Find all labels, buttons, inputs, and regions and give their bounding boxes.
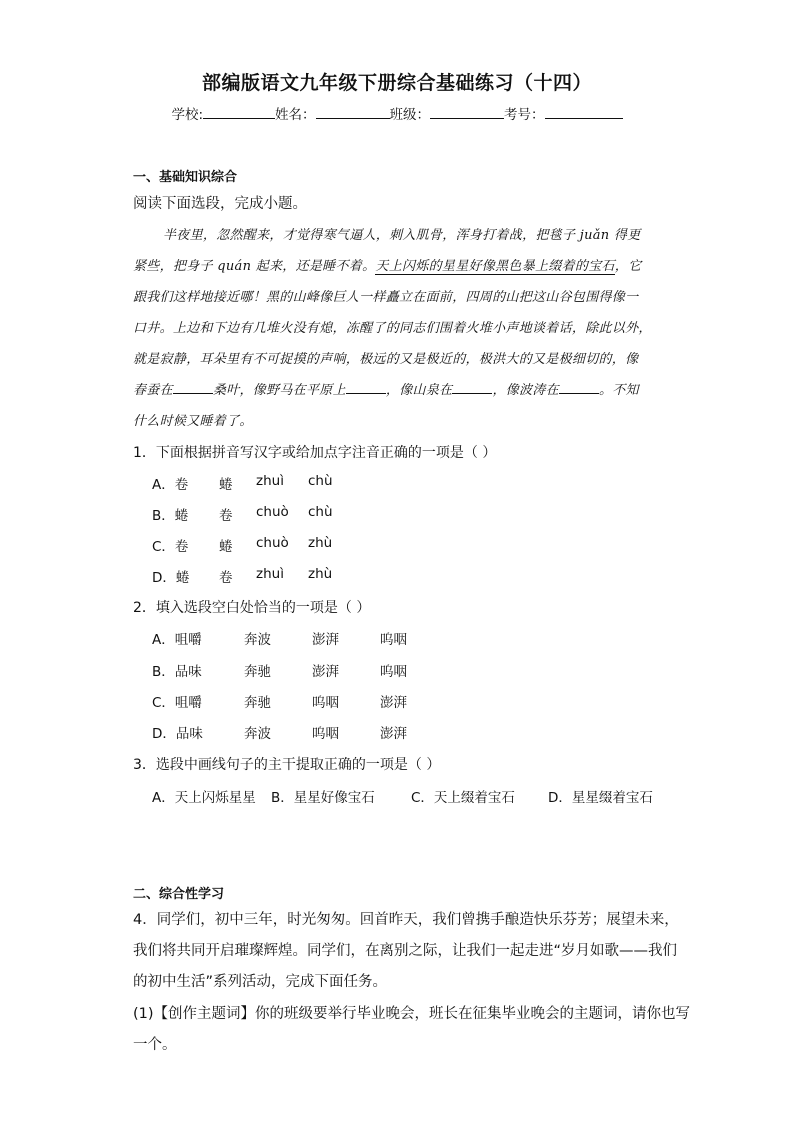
passage-line: 什么时候又睡着了。	[133, 414, 253, 429]
passage-line: 口井。上边和下边有几堆火没有熄，冻醒了的同志们围着火堆小声地谈着话，除此以外，	[133, 321, 652, 336]
option-d[interactable]: D．蜷	[152, 570, 190, 586]
option-cell: 卷	[219, 508, 233, 524]
section1-heading: 一、基础知识综合	[133, 170, 238, 185]
passage-line	[133, 255, 641, 274]
option-cell: 卷	[219, 570, 233, 586]
question-2-stem: 2．填入选段空白处恰当的一项是（ ）	[133, 600, 371, 616]
passage-text: ，像山泉在	[385, 383, 453, 398]
question-4-line: 我们将共同开启璀璨辉煌。同学们，在离别之际，让我们一起走进“岁月如歌——我们	[133, 943, 678, 959]
passage-line: 半夜里，忽然醒来，才觉得寒气逼人，刺入肌骨，浑身打着战，把毯子 juǎn 得更	[163, 228, 641, 243]
student-info-line	[0, 103, 794, 123]
option-cell: zhù	[308, 535, 333, 551]
number-label: 考号：	[504, 107, 545, 123]
option-cell: 奔波	[244, 632, 271, 648]
section2-heading: 二、综合性学习	[133, 887, 225, 902]
option-b[interactable]: B．品味	[152, 664, 202, 680]
passage-text: 春蚕在	[133, 383, 173, 398]
number-blank[interactable]	[545, 106, 623, 119]
name-label: 姓名：	[275, 107, 316, 123]
question-1-stem: 1．下面根据拼音写汉字或给加点字注音正确的一项是（ ）	[133, 445, 497, 461]
option-cell: chù	[308, 473, 333, 489]
passage-line	[133, 379, 639, 398]
page-title: 部编版语文九年级下册综合基础练习（十四）	[201, 72, 592, 94]
fill-blank[interactable]	[173, 382, 213, 394]
option-cell: 奔驰	[244, 695, 271, 711]
option-cell: 呜咽	[312, 726, 339, 742]
option-cell: chuò	[256, 535, 289, 551]
fill-blank[interactable]	[452, 382, 492, 394]
option-c[interactable]: C．卷	[152, 539, 189, 555]
passage-text: 紧些，把身子 quán 起来，还是睡不着。	[133, 259, 376, 274]
passage-line: 就是寂静，耳朵里有不可捉摸的声响，极远的又是极近的，极洪大的又是极细切的，像	[133, 352, 639, 367]
school-blank[interactable]	[203, 106, 275, 119]
question-4-line: 4．同学们，初中三年，时光匆匆。回首昨天，我们曾携手酿造快乐芬芳；展望未来，	[133, 912, 679, 928]
question-4-line: 的初中生活”系列活动，完成下面任务。	[133, 974, 388, 990]
question-4-task-1-cont: 一个。	[133, 1037, 177, 1053]
option-cell: chù	[308, 504, 333, 520]
option-a[interactable]: A．天上闪烁星星	[152, 790, 256, 806]
option-cell: 澎湃	[380, 695, 407, 711]
option-a[interactable]: A．咀嚼	[152, 632, 202, 648]
passage-text: ，它	[614, 259, 642, 274]
reading-instruction: 阅读下面选段，完成小题。	[133, 196, 307, 212]
name-blank[interactable]	[316, 106, 390, 119]
option-cell: 澎湃	[380, 726, 407, 742]
option-cell: 奔驰	[244, 664, 271, 680]
question-4-task-1: (1)【创作主题词】你的班级要举行毕业晚会，班长在征集毕业晚会的主题词，请你也写	[133, 1006, 691, 1022]
option-c[interactable]: C．咀嚼	[152, 695, 202, 711]
option-cell: zhuì	[256, 473, 284, 489]
option-cell: 呜咽	[380, 632, 407, 648]
passage-text: 桑叶，像野马在平原上	[212, 383, 346, 398]
option-cell: chuò	[256, 504, 289, 520]
option-cell: 澎湃	[312, 632, 339, 648]
option-c[interactable]: C．天上缀着宝石	[411, 790, 515, 806]
option-b[interactable]: B．星星好像宝石	[271, 790, 375, 806]
option-d[interactable]: D．星星缀着宝石	[548, 790, 653, 806]
option-b[interactable]: B．蜷	[152, 508, 189, 524]
option-cell: 呜咽	[380, 664, 407, 680]
school-label: 学校:	[171, 107, 204, 123]
passage-text: ，像波涛在	[492, 383, 559, 398]
fill-blank[interactable]	[559, 382, 599, 394]
class-label: 班级：	[389, 107, 431, 123]
option-cell: 奔波	[244, 726, 271, 742]
option-cell: 澎湃	[312, 664, 339, 680]
option-cell: zhuì	[256, 566, 284, 582]
class-blank[interactable]	[430, 106, 504, 119]
option-d[interactable]: D．品味	[152, 726, 203, 742]
option-cell: zhù	[308, 566, 333, 582]
underlined-sentence: 天上闪烁的星星好像黑色暴上缀着的宝石	[375, 259, 615, 274]
fill-blank[interactable]	[346, 382, 386, 394]
passage-text: 。不知	[598, 383, 639, 398]
option-cell: 呜咽	[312, 695, 339, 711]
option-cell: 蜷	[219, 539, 233, 555]
option-a[interactable]: A．卷	[152, 477, 189, 493]
option-cell: 蜷	[219, 477, 233, 493]
question-3-stem: 3．选段中画线句子的主干提取正确的一项是（ ）	[133, 757, 441, 773]
passage-line: 跟我们这样地接近哪！黑的山峰像巨人一样矗立在面前，四周的山把这山谷包围得像一	[133, 290, 639, 305]
